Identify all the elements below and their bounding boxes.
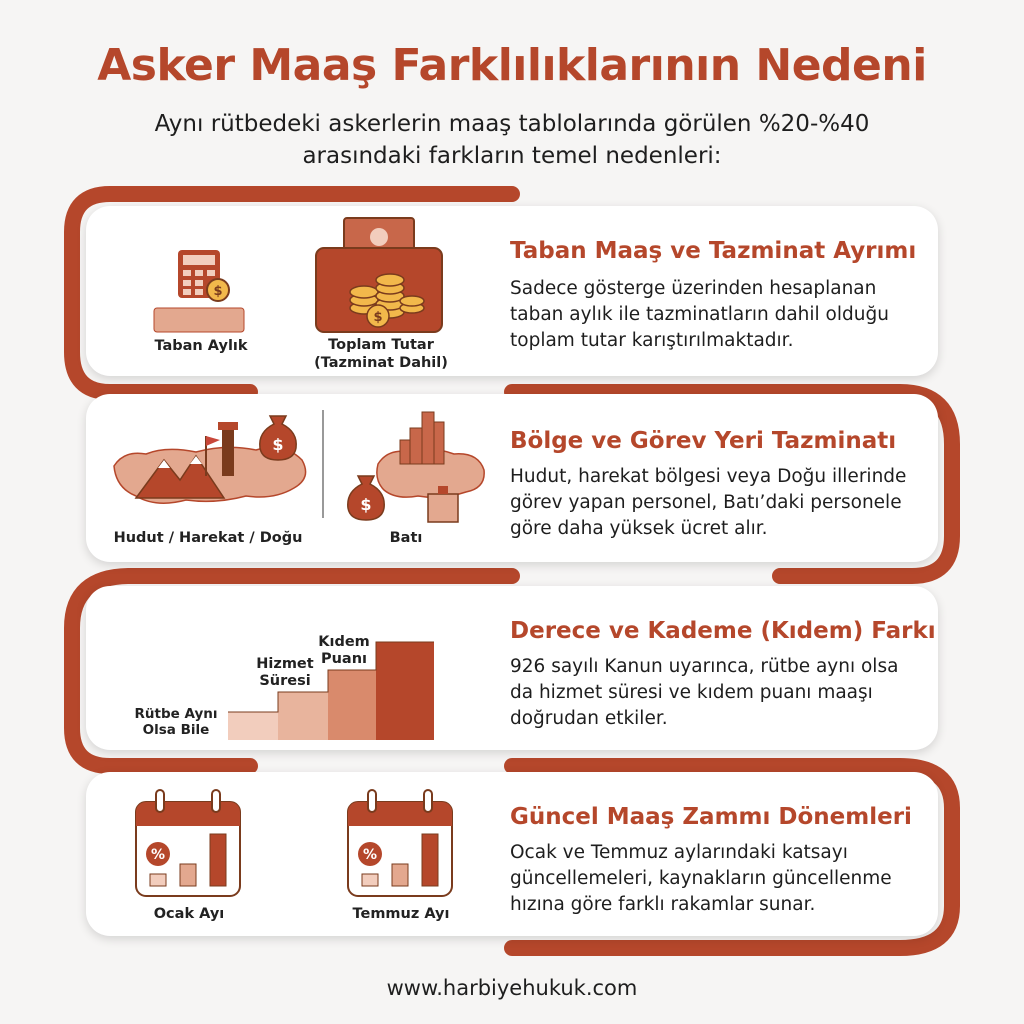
card-title: Taban Maaş ve Tazminat Ayrımı [510,238,917,264]
card-salary-raise [86,772,938,936]
card-body: Sadece gösterge üzerinden hesaplanan taban aylık ile tazminatların dahil olduğu toplam tutar karıştırılmaktadır. [510,278,889,351]
card-title: Güncel Maaş Zammı Dönemleri [510,804,912,830]
money-bag-icon [256,412,300,462]
calendar-percent-chart-icon [134,788,244,898]
caption-total-amount: Toplam Tutar (Tazminat Dahil) [314,337,448,371]
svg-text:$: $ [373,310,383,325]
card-base-salary [86,206,938,376]
card-seniority [86,586,938,750]
wallet-coins-icon [314,216,444,336]
svg-text:%: % [150,847,166,863]
calendar-percent-chart-icon [346,788,456,898]
card-title: Bölge ve Görev Yeri Tazminatı [510,428,897,454]
divider [322,410,324,518]
svg-text:%: % [362,847,378,863]
footer-website: www.harbiyehukuk.com [386,976,638,1000]
caption-january: Ocak Ayı [153,906,225,922]
money-bag-icon [344,472,388,522]
card-body: Ocak ve Temmuz aylarındaki katsayı güncellemeleri, kaynakların güncellenme hızına göre farklı rakamlar sunar. [510,842,892,915]
card-title: Derece ve Kademe (Kıdem) Farkı [510,618,936,644]
card-body: Hudut, harekat bölgesi veya Doğu illerinde görev yapan personel, Batı’daki personele göre daha yüksek ücret alır. [510,466,907,539]
page-title: Asker Maaş Farklılıklarının Nedeni [97,40,927,91]
caption-same-rank: Rütbe Aynı Olsa Bile [134,706,218,738]
card-body: 926 sayılı Kanun uyarınca, rütbe aynı olsa da hizmet süresi ve kıdem puanı maaşı doğrudan etkiler. [510,656,899,729]
svg-text:$: $ [213,284,223,299]
caption-july: Temmuz Ayı [352,906,450,922]
card-region-allowance [86,394,938,562]
calculator-icon [150,244,330,334]
svg-text:$: $ [272,435,284,454]
svg-text:$: $ [360,495,372,514]
caption-seniority-points: Kıdem Puanı [318,634,370,667]
caption-west: Batı [389,530,423,546]
caption-base-salary: Taban Aylık [154,338,248,354]
caption-border-region: Hudut / Harekat / Doğu [113,530,303,546]
caption-service-time: Hizmet Süresi [256,656,314,689]
page-subtitle: Aynı rütbedeki askerlerin maaş tablolarında görülen %20-%40 arasındaki farkların temel nedenleri: [154,111,870,169]
